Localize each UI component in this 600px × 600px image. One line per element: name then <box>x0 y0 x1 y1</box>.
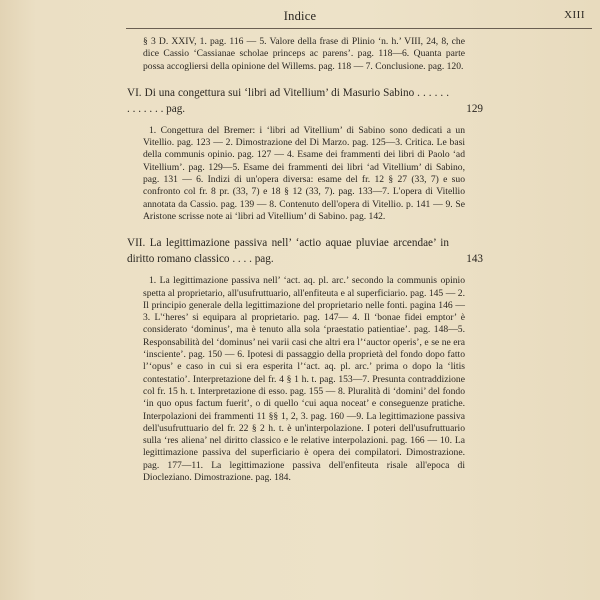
header-rule <box>126 28 592 29</box>
header-page-number: XIII <box>564 9 585 21</box>
section-vi-summary: 1. Congettura del Bremer: i ‘libri ad Vitellium’ di Sabino sono dedicati a un Vitellio. pag. 123 — 2. Dimostrazione del Di Marzo. pag. 125—3. Critica. Le basi della communis opinio. pag. 127 — 4. Esame dei frammenti dei libri di Paolo ‘ad Vitellium’. pag. 129—5. Esame dei frammenti dei libri ‘ad Vitellium’ di Sabino, pag. 131 — 6. Indizi di un'opera diversa: esame del fr. 12 § 27 (33, 7) e suo confronto col fr. 8 pr. (33, 7) e 18 § 12 (33, 7). pag. 133—7. L'opera di Vitellio annotata da Cassio. pag. 139 — 8. Contenuto dell'opera di Vitellio. p. 141 — 9. Se Aristone scrisse note ai ‘libri ad Vitellium’ di Sabino. pag. 142. <box>143 124 465 222</box>
section-vii-page: 143 <box>466 253 483 266</box>
running-header <box>0 6 600 28</box>
section-vi-title: VI. Di una congettura sui ‘libri ad Vitellium’ di Masurio Sabino . . . . . . . . . . . . . pag. <box>127 86 449 115</box>
section-heading-vi <box>127 85 483 117</box>
section-vii-summary: 1. La legittimazione passiva nell’ ‘act. aq. pl. arc.’ secondo la communis opinio spetta al proprietario, all'usufruttuario, all'enfiteuta e al superficiario. pag. 145 — 2. Il principio generale della legittimazione del proprietario nelle fonti. pagina 146 — 3. L'‘heres’ si equipara al proprietario. pag. 147— 4. Il ‘bonae fidei emptor’ è considerato ‘dominus’, ma è tenuto alla sola ‘praestatio patientiae’. pag. 148—5. Responsabilità del ‘dominus’ nei varii casi che altri era l’‘auctor operis’, e se ne era ‘insciente’. pag. 150 — 6. Ipotesi di passaggio della proprietà del fondo dopo fatto l’‘opus’ e caso in cui si era esperita l’‘act. aq. pl. arc.’ prima o dopo la ‘litis contestatio’. Interpretazione del fr. 4 § 1 h. t. pag. 153—7. Presunta contraddizione col fr. 15 h. t. Interpretazione di esso. pag. 155 — 8. Pluralità di ‘domini’ del fondo ‘in quo opus factum fuerit’, o di quello ‘cui aqua noceat’ e conseguenze pratiche. Interpolazioni dei frammenti 11 §§ 1, 2, 3. pag. 160 —9. La legittimazione passiva dell'usufruttuario del fr. 22 § 2 h. t. è un'interpolazione. I poteri dell'usufruttuario sulla ‘res aliena’ nel diritto classico e le relative interpolazioni. pag. 166 — 10. La legittimazione passiva del superficiario è opera dei compilatori. Dimostrazione. pag. 177—11. La legittimazione passiva dell'enfiteuta risale all'epoca di Diocleziano. Dimostrazione. pag. 184. <box>143 275 465 484</box>
index-content <box>127 36 483 484</box>
section-vii-title: VII. La legittimazione passiva nell’ ‘actio aquae pluviae arcendae’ in diritto romano classico . . . . pag. <box>127 237 449 266</box>
section-heading-vii <box>127 235 483 267</box>
header-title: Indice <box>283 9 317 23</box>
section-vi-page: 129 <box>466 102 483 115</box>
intro-paragraph: § 3 D. XXIV, 1. pag. 116 — 5. Valore della frase di Plinio ‘n. h.’ VIII, 24, 8, che dice Cassio ‘Cassianae scholae princeps ac parens’. pag. 118—6. Quanta parte possa accogliersi della opinione del Willems. pag. 118 — 7. Conclusione. pag. 120. <box>143 36 465 72</box>
